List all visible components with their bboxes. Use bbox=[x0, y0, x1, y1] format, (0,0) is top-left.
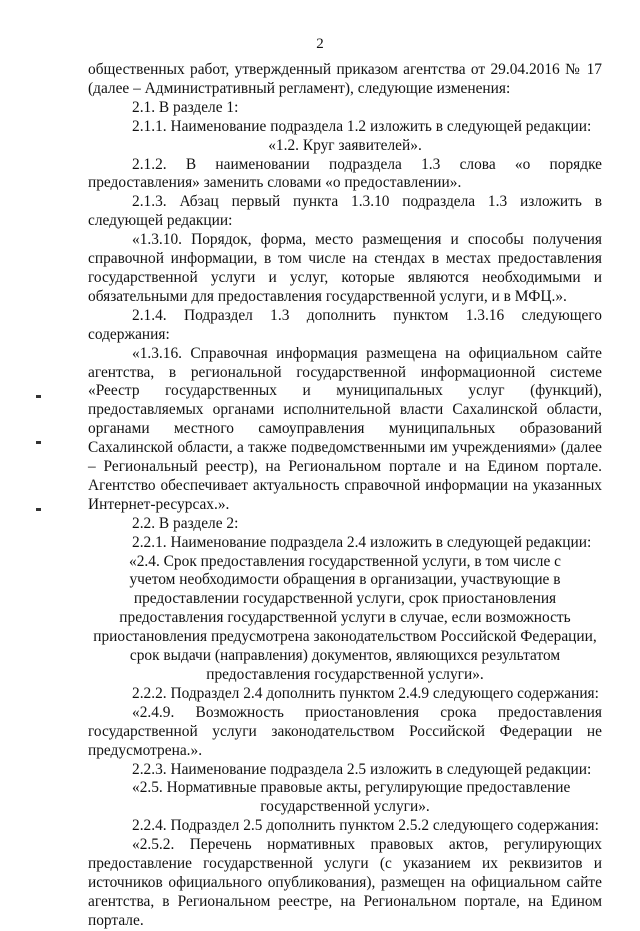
quoted-heading-line: срок выдачи (направления) документов, являющихся результатом bbox=[129, 647, 561, 665]
quoted-heading-line: «2.5. Нормативные правовые акты, регулирующие предоставление bbox=[132, 779, 571, 797]
paragraph: 2.2.4. Подраздел 2.5 дополнить пунктом 2.5.2 следующего содержания: bbox=[132, 817, 599, 835]
paragraph: 2.1.4. Подраздел 1.3 дополнить пунктом 1.3.16 следующего содержания: bbox=[88, 306, 602, 343]
quoted-heading-line: «2.4. Срок предоставления государственной услуги, в том числе с bbox=[129, 552, 561, 570]
quoted-heading-line: приостановления предусмотрена законодательством Российской Федерации, bbox=[93, 628, 597, 646]
quoted-paragraph: «1.3.10. Порядок, форма, место размещения и способы получения справочной информации, в том числе на стендах в местах предоставления государственной услуги и услуг, которые являются необходимыми и обязательными для предоставления государственной услуги, и в МФЦ.». bbox=[88, 231, 602, 305]
paragraph: общественных работ, утвержденный приказом агентства от 29.04.2016 № 17 (далее – Административный регламент), следующие изменения: bbox=[88, 61, 602, 97]
paragraph: 2.2.3. Наименование подраздела 2.5 изложить в следующей редакции: bbox=[132, 760, 592, 778]
quoted-paragraph: «2.4.9. Возможность приостановления срока предоставления государственной услуги законодательством Российской Федерации не предусмотрена.». bbox=[88, 703, 602, 759]
margin-mark bbox=[36, 395, 41, 398]
paragraph: 2.1.3. Абзац первый пункта 1.3.10 подраздела 1.3 изложить в следующей редакции: bbox=[88, 193, 602, 230]
margin-mark bbox=[36, 441, 41, 444]
margin-mark bbox=[36, 508, 41, 511]
paragraph: 2.1.1. Наименование подраздела 1.2 изложить в следующей редакции: bbox=[132, 117, 592, 135]
quoted-heading-line: предоставления государственной услуги в случае, если возможность bbox=[119, 609, 571, 627]
section-heading: 2.2. В разделе 2: bbox=[132, 514, 239, 532]
quoted-heading-line: предоставлении государственной услуги, срок приостановления bbox=[133, 590, 557, 608]
paragraph: 2.2.2. Подраздел 2.4 дополнить пунктом 2.4.9 следующего содержания: bbox=[132, 684, 599, 702]
quoted-heading-line: учетом необходимости обращения в организации, участвующие в bbox=[129, 571, 561, 589]
quoted-paragraph: «2.5.2. Перечень нормативных правовых актов, регулирующих предоставление государственной услуги (с указанием их реквизитов и источников официального опубликования), размещен на официальном сайте агентства, в Региональном реестре, на Региональном портале, на Едином портале. bbox=[88, 836, 602, 929]
page-number: 2 bbox=[316, 36, 324, 52]
paragraph: 2.1.2. В наименовании подраздела 1.3 слова «о порядке предоставления» заменить словами «о предоставлении». bbox=[88, 155, 602, 192]
quoted-heading-line: предоставления государственной услуги». bbox=[206, 666, 484, 683]
quoted-heading: «1.2. Круг заявителей». bbox=[268, 136, 422, 154]
quoted-paragraph: «1.3.16. Справочная информация размещена на официальном сайте агентства, в региональной государственной информационной системе «Реестр государственных и муниципальных услуг (функций), предоставляемых органами исполнительной власти Сахалинской области, органами местного самоуправления муниципальных образований Сахалинской области, а также подведомственными им учреждениями» (далее – Региональный реестр), на Региональном портале и на Едином портале. Агентство обеспечивает актуальность справочной информации на указанных Интернет-ресурсах.». bbox=[88, 344, 602, 513]
section-heading: 2.1. В разделе 1: bbox=[132, 98, 239, 116]
quoted-heading-line: государственной услуги». bbox=[260, 798, 430, 816]
document-body bbox=[88, 61, 602, 931]
paragraph: 2.2.1. Наименование подраздела 2.4 изложить в следующей редакции: bbox=[132, 533, 592, 551]
